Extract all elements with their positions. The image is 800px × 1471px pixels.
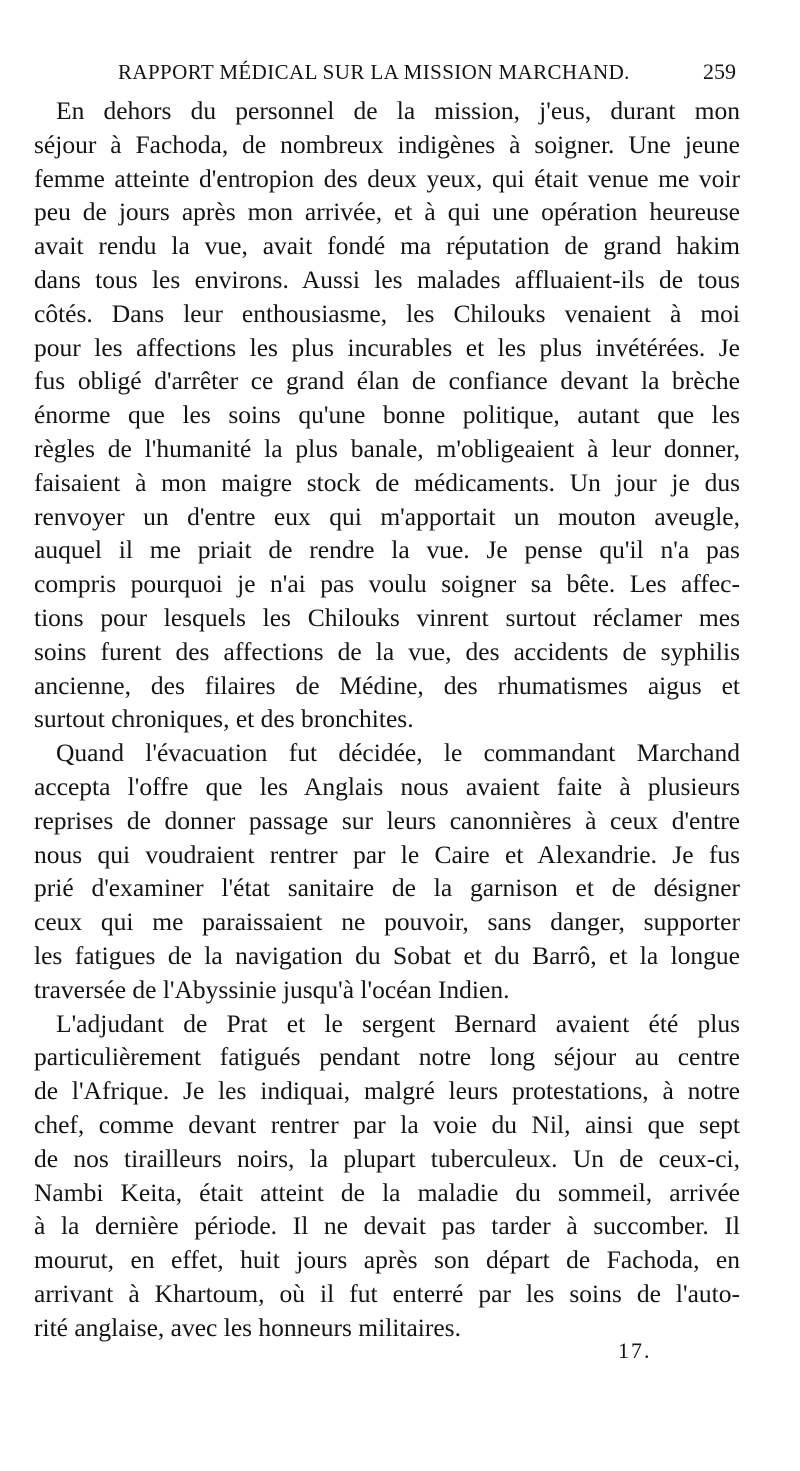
text-line: nous qui voudraient rentrer par le Caire et Alexandrie. Je fus: [34, 839, 740, 869]
text-line: fus obligé d'arrêter ce grand élan de confiance devant la brèche: [34, 366, 740, 396]
signature-mark: 17.: [618, 1338, 652, 1363]
text-line: énorme que les soins qu'une bonne politique, autant que les: [34, 400, 740, 430]
text-line: auquel il me priait de rendre la vue. Je pense qu'il n'a pas: [34, 535, 740, 565]
text-line: accepta l'offre que les Anglais nous avaient faite à plusieurs: [34, 771, 740, 801]
text-line: traversée de l'Abyssinie jusqu'à l'océan Indien.: [34, 974, 510, 1004]
text-line: Quand l'évacuation fut décidée, le commandant Marchand: [56, 738, 740, 768]
text-line: ancienne, des filaires de Médine, des rhumatismes aigus et: [34, 670, 740, 700]
running-head: [118, 56, 740, 88]
text-line: chef, comme devant rentrer par la voie du Nil, ainsi que sept: [34, 1109, 740, 1139]
text-line: à la dernière période. Il ne devait pas tarder à succomber. Il: [34, 1211, 740, 1241]
page-number: 259: [703, 59, 736, 84]
body-text: [34, 94, 740, 1344]
text-line: côtés. Dans leur enthousiasme, les Chilouks venaient à moi: [34, 298, 740, 328]
text-line: surtout chroniques, et des bronchites.: [34, 704, 414, 734]
text-line: tions pour lesquels les Chilouks vinrent surtout réclamer mes: [34, 602, 740, 632]
paragraph-1: [34, 94, 740, 736]
text-line: reprises de donner passage sur leurs canonnières à ceux d'entre: [34, 805, 740, 835]
text-line: compris pourquoi je n'ai pas voulu soigner sa bête. Les affec-: [34, 569, 740, 599]
paragraph-2: [34, 736, 740, 1006]
text-line: peu de jours après mon arrivée, et à qui une opération heureuse: [34, 197, 740, 227]
text-line: soins furent des affections de la vue, des accidents de syphilis: [34, 636, 740, 666]
text-line: prié d'examiner l'état sanitaire de la garnison et de désigner: [34, 873, 740, 903]
text-line: de l'Afrique. Je les indiquai, malgré leurs protestations, à notre: [34, 1076, 740, 1106]
text-line: Nambi Keita, était atteint de la maladie du sommeil, arrivée: [34, 1177, 740, 1207]
text-line: arrivant à Khartoum, où il fut enterré par les soins de l'auto-: [34, 1278, 740, 1308]
text-line: avait rendu la vue, avait fondé ma réputation de grand hakim: [34, 231, 740, 261]
text-line: femme atteinte d'entropion des deux yeux, qui était venue me voir: [34, 163, 740, 193]
text-line: En dehors du personnel de la mission, j'eus, durant mon: [56, 96, 740, 125]
text-line: dans tous les environs. Aussi les malades affluaient-ils de tous: [34, 264, 740, 294]
text-line: renvoyer un d'entre eux qui m'apportait un mouton aveugle,: [34, 501, 740, 531]
running-title: RAPPORT MÉDICAL SUR LA MISSION MARCHAND.: [118, 60, 630, 84]
text-line: pour les affections les plus incurables et les plus invétérées. Je: [34, 332, 740, 362]
text-line: L'adjudant de Prat et le sergent Bernard avaient été plus: [56, 1008, 740, 1038]
text-line: faisaient à mon maigre stock de médicaments. Un jour je dus: [34, 467, 740, 497]
text-line: séjour à Fachoda, de nombreux indigènes à soigner. Une jeune: [34, 129, 740, 159]
text-line: de nos tirailleurs noirs, la plupart tuberculeux. Un de ceux-ci,: [34, 1143, 740, 1173]
paragraph-3: [34, 1007, 740, 1345]
text-line: ceux qui me paraissaient ne pouvoir, sans danger, supporter: [34, 907, 740, 937]
text-line: rité anglaise, avec les honneurs militaires.: [34, 1312, 461, 1342]
text-line: mourut, en effet, huit jours après son départ de Fachoda, en: [34, 1245, 740, 1275]
text-line: règles de l'humanité la plus banale, m'obligeaient à leur donner,: [34, 433, 740, 463]
text-line: les fatigues de la navigation du Sobat et du Barrô, et la longue: [34, 940, 740, 970]
text-line: particulièrement fatigués pendant notre long séjour au centre: [34, 1042, 740, 1072]
